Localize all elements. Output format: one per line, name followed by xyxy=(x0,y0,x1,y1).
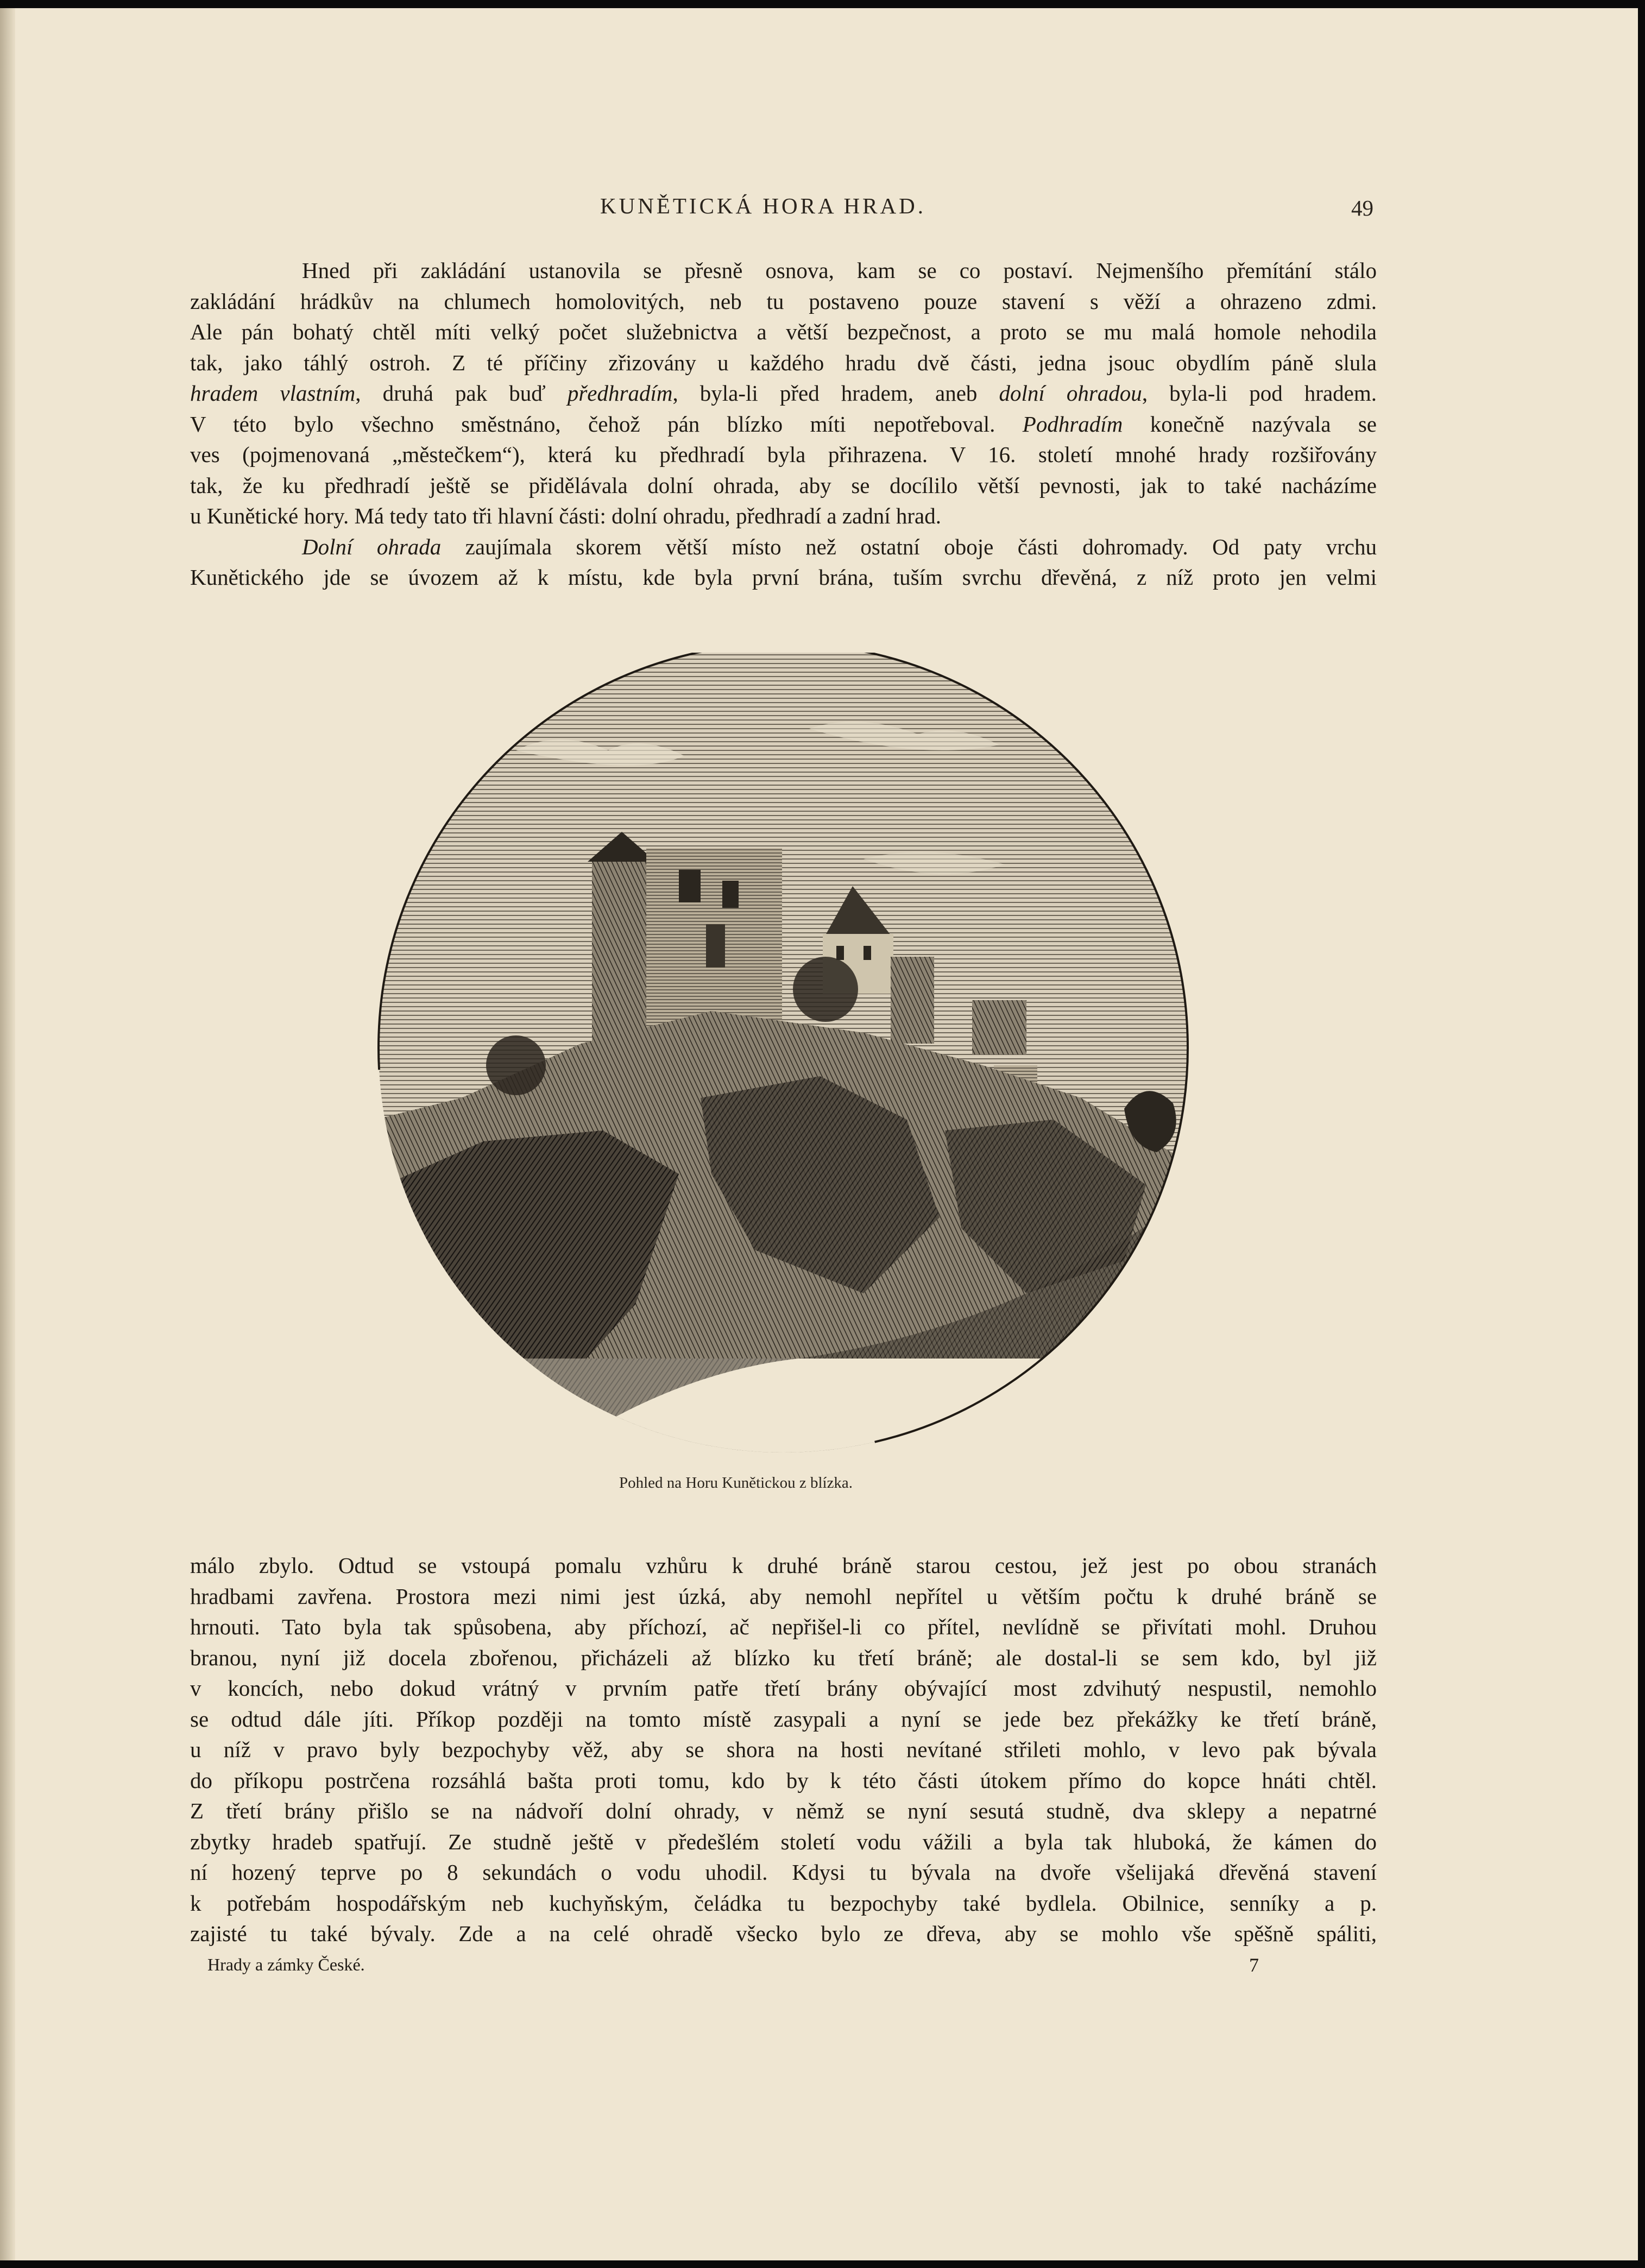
figure-caption: Pohled na Horu Kunětickou z blízka. xyxy=(619,1474,853,1492)
page-footer xyxy=(0,1955,1638,1982)
emphasized-term: Podhradím xyxy=(1022,411,1123,437)
text-line: Ale pán bohatý chtěl míti velký počet služebnictva a větší bezpečnost, a proto se mu malá homole nehodila xyxy=(190,319,1377,344)
text-line: tak, že ku předhradí ještě se přidělávala dolní ohrada, aby se docílilo větší pevnosti, jak to také nacházíme xyxy=(190,472,1377,498)
page-spine-shadow xyxy=(0,8,15,2260)
running-title: KUNĚTICKÁ HORA HRAD. xyxy=(600,193,926,218)
footer-book-title: Hrady a zámky České. xyxy=(207,1955,365,1974)
tree xyxy=(486,1035,546,1095)
text-line: málo zbylo. Odtud se vstoupá pomalu vzhůru k druhé bráně starou cestou, jež jest po obou stranách xyxy=(190,1553,1377,1578)
text-run: , byla-li pod hradem. xyxy=(1142,381,1377,406)
text-line xyxy=(190,532,1377,563)
text-run: V této bylo všechno směstnáno, čehož pán blízko míti nepotřeboval. xyxy=(190,411,1023,437)
text-line: Z třetí brány přišlo se na nádvoří dolní ohrady, v němž se nyní sesutá studně, dva sklepy a nepatrné xyxy=(190,1798,1377,1823)
text-line: ves (pojmenovaná „městečkem“), která ku předhradí byla přihrazena. V 16. století mnohé hrady rozšiřovány xyxy=(190,442,1377,467)
emphasized-term: předhradím xyxy=(567,381,673,406)
text-line: hrnouti. Tato byla tak spůsobena, aby příchozí, ač nepřišel-li co přítel, nevlídně se přivítati mohl. Druhou xyxy=(190,1614,1377,1639)
text-line: ní hozený teprve po 8 sekundách o vodu uhodil. Kdysi tu bývala na dvoře všelijaká dřevěná stavení xyxy=(190,1860,1377,1885)
text-line: k potřebám hospodářským neb kuchyňským, čeládka tu bezpochyby také bydlela. Obilnice, senníky a p. xyxy=(190,1890,1377,1916)
text-line: zakládání hrádkův na chlumech homolovitých, neb tu postaveno pouze stavení s věží a ohrazeno zdmi. xyxy=(190,288,1377,314)
emphasized-term: dolní ohradou xyxy=(999,381,1142,406)
emphasized-term: hradem vlastním xyxy=(190,381,356,406)
text-run: , byla-li před hradem, aneb xyxy=(672,381,999,406)
text-line: zajisté tu také bývaly. Zde a na celé ohradě všecko bylo ze dřeva, aby se mohlo vše spěšně spáliti, xyxy=(190,1921,1377,1946)
text-run: konečně nazývala se xyxy=(1123,411,1377,437)
text-block-top xyxy=(190,255,1377,593)
text-line: se odtud dále jíti. Příkop později na tomto místě zasypali a nyní se jede bez překážky ke třetí bráně, xyxy=(190,1706,1377,1732)
page-number: 49 xyxy=(1351,195,1373,220)
text-line xyxy=(190,409,1377,440)
tree xyxy=(793,957,858,1022)
text-line: hradbami zavřena. Prostora mezi nimi jest úzká, aby nemohl nepřítel u větším počtu k druhé bráně se xyxy=(190,1583,1377,1609)
text-block-bottom xyxy=(190,1550,1377,1949)
text-line: u Kunětické hory. Má tedy tato tři hlavní části: dolní ohradu, předhradí a zadní hrad. xyxy=(190,503,941,528)
text-line: tak, jako táhlý ostroh. Z té příčiny zřizovány u každého hradu dvě části, jedna jsouc obydlím páně slula xyxy=(190,350,1377,375)
castle-engraving-figure xyxy=(375,653,1189,1489)
text-line: u níž v pravo byly bezpochyby věž, aby se shora na hosti nevítané střileti mohlo, v levo pak bývala xyxy=(190,1737,1377,1762)
footer-signature: 7 xyxy=(1249,1954,1259,1976)
page-header xyxy=(0,193,1638,225)
emphasized-term: Dolní ohrada xyxy=(302,534,442,559)
text-line: do příkopu postrčena rozsáhlá bašta proti tomu, kdo by k této části útokem přímo do kopce hnáti chtěl. xyxy=(190,1767,1377,1793)
text-run: zaujímala skorem větší místo než ostatní oboje části dohromady. Od paty vrchu xyxy=(441,534,1377,559)
text-line: branou, nyní již docela zbořenou, přicházeli až blízko ku třetí bráně; ale dostal-li se sem kdo, byl již xyxy=(190,1645,1377,1670)
text-line: zbytky hradeb spatřují. Ze studně ještě v předešlém století vodu vážili a byla tak hluboká, že kámen do xyxy=(190,1829,1377,1854)
text-line: Hned při zakládání ustanovila se přesně osnova, kam se co postaví. Nejmenšího přemítání stálo xyxy=(302,258,1377,283)
text-line: Kunětického jde se úvozem až k místu, kde byla první brána, tuším svrchu dřevěná, z níž proto jen velmi xyxy=(190,565,1377,590)
text-line xyxy=(190,378,1377,409)
castle-engraving-illustration xyxy=(375,653,1189,1489)
text-run: , druhá pak buď xyxy=(355,381,568,406)
text-line: v koncích, nebo dokud vrátný v prvním patře třetí brány obývající most zdvihutý nespustil, nemohlo xyxy=(190,1676,1377,1701)
